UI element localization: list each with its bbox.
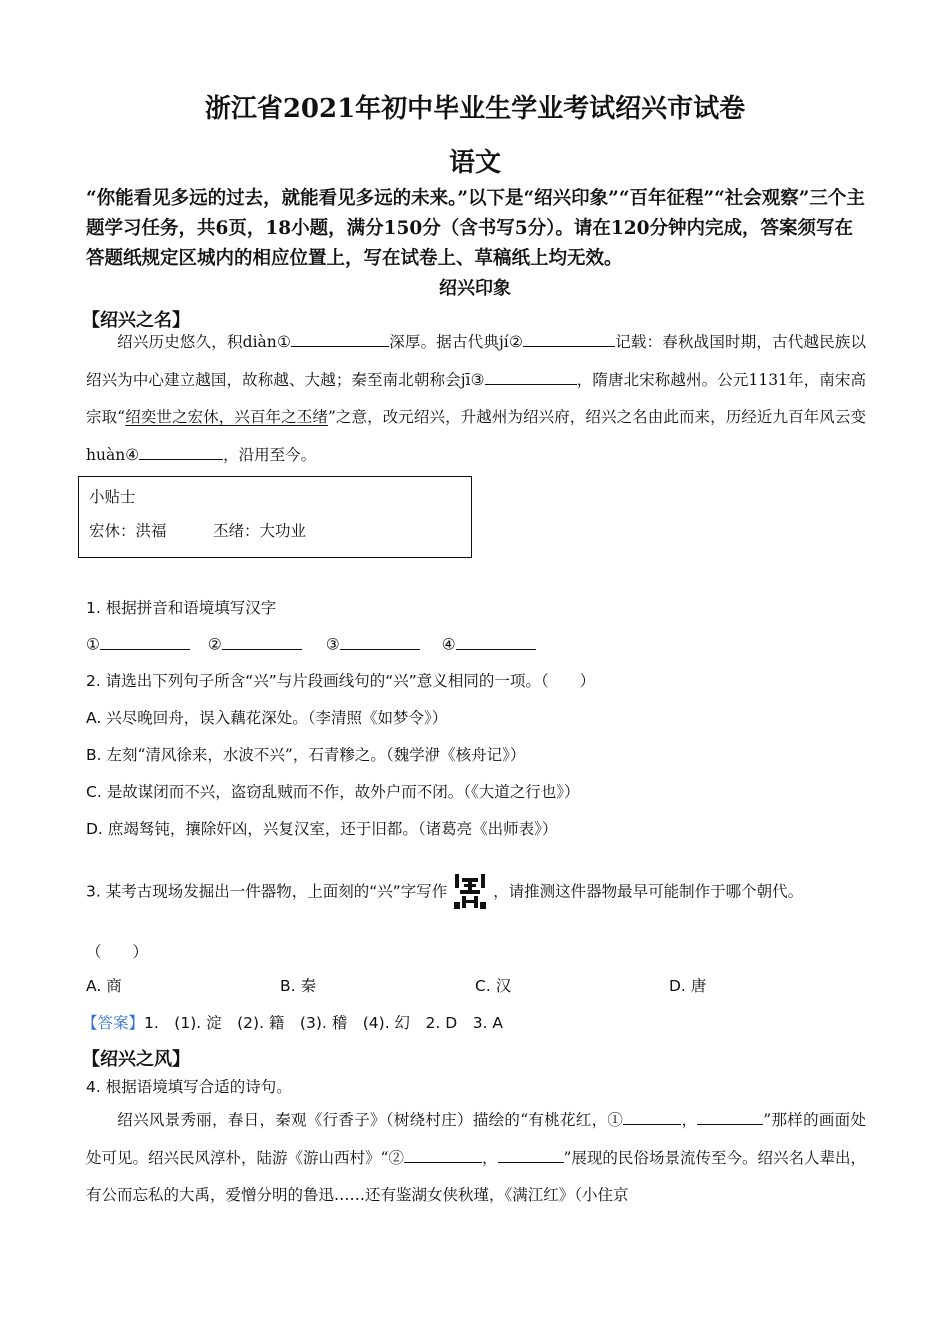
underlined-phrase-1: 绍奕世之宏休，兴	[125, 408, 250, 426]
q3-option-c[interactable]: C. 汉	[475, 977, 512, 995]
blank-1[interactable]	[291, 331, 389, 348]
q4-blank-1b[interactable]	[697, 1109, 763, 1126]
q3-option-a[interactable]: A. 商	[86, 977, 122, 995]
q2-option-b[interactable]: B. 左刻“清风徐来，水波不兴”，石青糁之。（魏学洢《核舟记》）	[86, 746, 526, 764]
part1-heading: 【绍兴之名】	[82, 310, 190, 331]
q4-blank-2b[interactable]	[498, 1146, 564, 1163]
q1-answer-2[interactable]	[222, 633, 302, 650]
q1-answer-3[interactable]	[340, 633, 420, 650]
tips-line-2: 丕绪：大功业	[213, 522, 307, 540]
q1-answer-1[interactable]	[100, 633, 190, 650]
tips-title: 小贴士	[89, 488, 136, 506]
answer-text: 1. (1). 淀 (2). 籍 (3). 稽 (4). 幻 2. D 3. A	[144, 1014, 504, 1032]
blank-2[interactable]	[523, 331, 615, 348]
answer-label: 【答案】	[82, 1014, 145, 1032]
q3-option-d[interactable]: D. 唐	[669, 977, 707, 995]
q2-option-a[interactable]: A. 兴尽晚回舟，误入藕花深处。（李清照《如梦令》）	[86, 709, 448, 727]
blank-3[interactable]	[485, 368, 577, 385]
answer-line	[82, 1011, 503, 1033]
exam-title: 浙江省2021年初中毕业生学业考试绍兴市试卷	[204, 94, 746, 124]
q2-stem: 2. 请选出下列句子所含“兴”与片段画线句的“兴”意义相同的一项。（ ）	[86, 672, 596, 690]
part2-heading: 【绍兴之风】	[82, 1049, 190, 1070]
q3-option-b[interactable]: B. 秦	[280, 977, 317, 995]
exam-instructions: “你能看见多远的过去，就能看见多远的未来。”以下是“绍兴印象”“百年征程”“社会观察”三个主题学习任务，共6页，18小题，满分150分（含书写5分）。请在120分钟内完成，答案须写在答题纸规定区城内的相应位置上，写在试卷上、草稿纸上均无效。	[86, 188, 865, 269]
q4-stem: 4. 根据语境填写合适的诗句。	[86, 1078, 292, 1096]
q3-answer-parens: （ ）	[86, 943, 149, 961]
q1-blanks: ① ② ③ ④	[86, 633, 536, 654]
underlined-phrase-2: 百年之丕绪	[249, 408, 328, 426]
tips-box	[78, 476, 472, 558]
q1-stem: 1. 根据拼音和语境填写汉字	[86, 599, 277, 617]
q4-blank-1a[interactable]	[623, 1109, 681, 1126]
blank-4[interactable]	[139, 443, 223, 460]
ancient-xing-character-icon	[452, 872, 488, 912]
exam-subject: 语文	[448, 148, 501, 178]
part2-passage: 绍兴风景秀丽，春日，秦观《行香子》（树绕村庄）描绘的“有桃花红，① ， ”那样的画面处处可见。绍兴民风淳朴，陆游《游山西村》“② ， ”展现的民俗场景流传至今。绍兴名人辈出，有公而忘私的大禹，爱憎分明的鲁迅……还有鉴湖女侠秋瑾，《满江红》（小住京	[86, 1102, 866, 1215]
section-title: 绍兴印象	[439, 278, 511, 299]
q1-answer-4[interactable]	[456, 633, 536, 650]
q2-option-d[interactable]: D. 庶竭驽钝，攘除奸凶，兴复汉室，还于旧都。（诸葛亮《出师表》）	[86, 820, 558, 838]
q4-blank-2a[interactable]	[404, 1146, 482, 1163]
q2-option-c[interactable]: C. 是故谋闭而不兴，盗窃乱贼而不作，故外户而不闭。（《大道之行也》）	[86, 783, 580, 801]
part1-passage: 绍兴历史悠久，积diàn① 深厚。据古代典jí② 记载：春秋战国时期，古代越民族以绍兴为中心建立越国，故称越、大越；秦至南北朝称会jī③ ，隋唐北宋称越州。公元1131年，南宋高宗取“绍奕世之宏休，兴百年之丕绪”之意，改元绍兴，升越州为绍兴府，绍兴之名由此而来，历经近九百年风云变huàn④ ，沿用至今。	[86, 324, 866, 474]
tips-line-1: 宏休：洪福	[89, 522, 167, 540]
q3-stem: 3. 某考古现场发掘出一件器物，上面刻的“兴”字写作 ，请推测这件器物最早可能制作于哪个朝代。	[86, 872, 803, 912]
